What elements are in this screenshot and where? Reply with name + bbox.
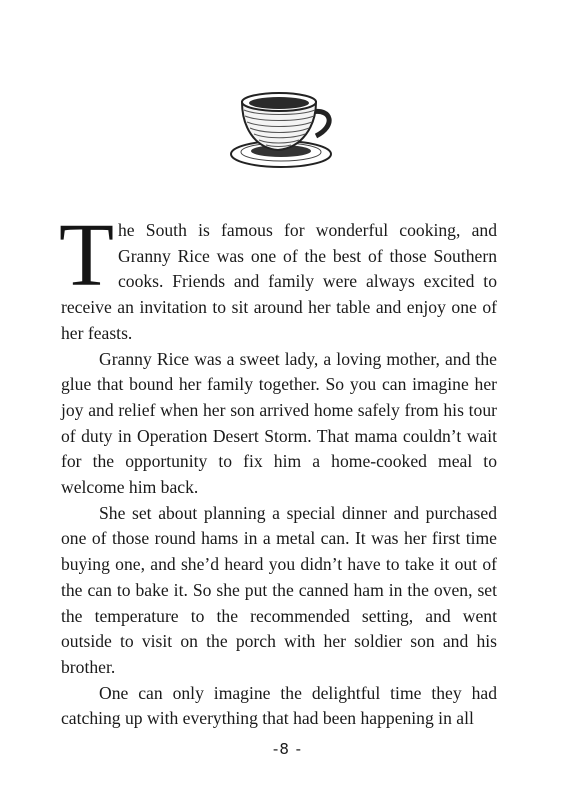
paragraph-2: Granny Rice was a sweet lady, a loving mother, and the glue that bound her family together. So you can imagine her joy and relief when her son arrived home safely from his tour of duty in Operation Desert Storm. That mama couldn’t wait for the opportunity to fix him a home-cooked meal to welcome him back. xyxy=(61,348,497,498)
paragraph-1 xyxy=(59,206,497,347)
page-number: -8 - xyxy=(272,740,303,758)
teacup-icon xyxy=(228,86,338,172)
drop-cap: T xyxy=(59,206,114,305)
paragraph-4: One can only imagine the delightful time they had catching up with everything that had been happening in all xyxy=(61,682,497,729)
story-text xyxy=(59,206,497,732)
paragraph-1-text: he South is famous for wonderful cooking, and Granny Rice was one of the best of those Southern cooks. Friends and family were always excited to receive an invitation to sit around her table and enjoy one of her feasts. xyxy=(61,220,497,343)
paragraph-3: She set about planning a special dinner and purchased one of those round hams in a metal can. It was her first time buying one, and she’d heard you didn’t have to take it out of the can to bake it. So she put the canned ham in the oven, set the temperature to the recommended setting, and went outside to visit on the porch with her soldier son and his brother. xyxy=(61,502,497,677)
teacup-illustration xyxy=(228,86,338,172)
